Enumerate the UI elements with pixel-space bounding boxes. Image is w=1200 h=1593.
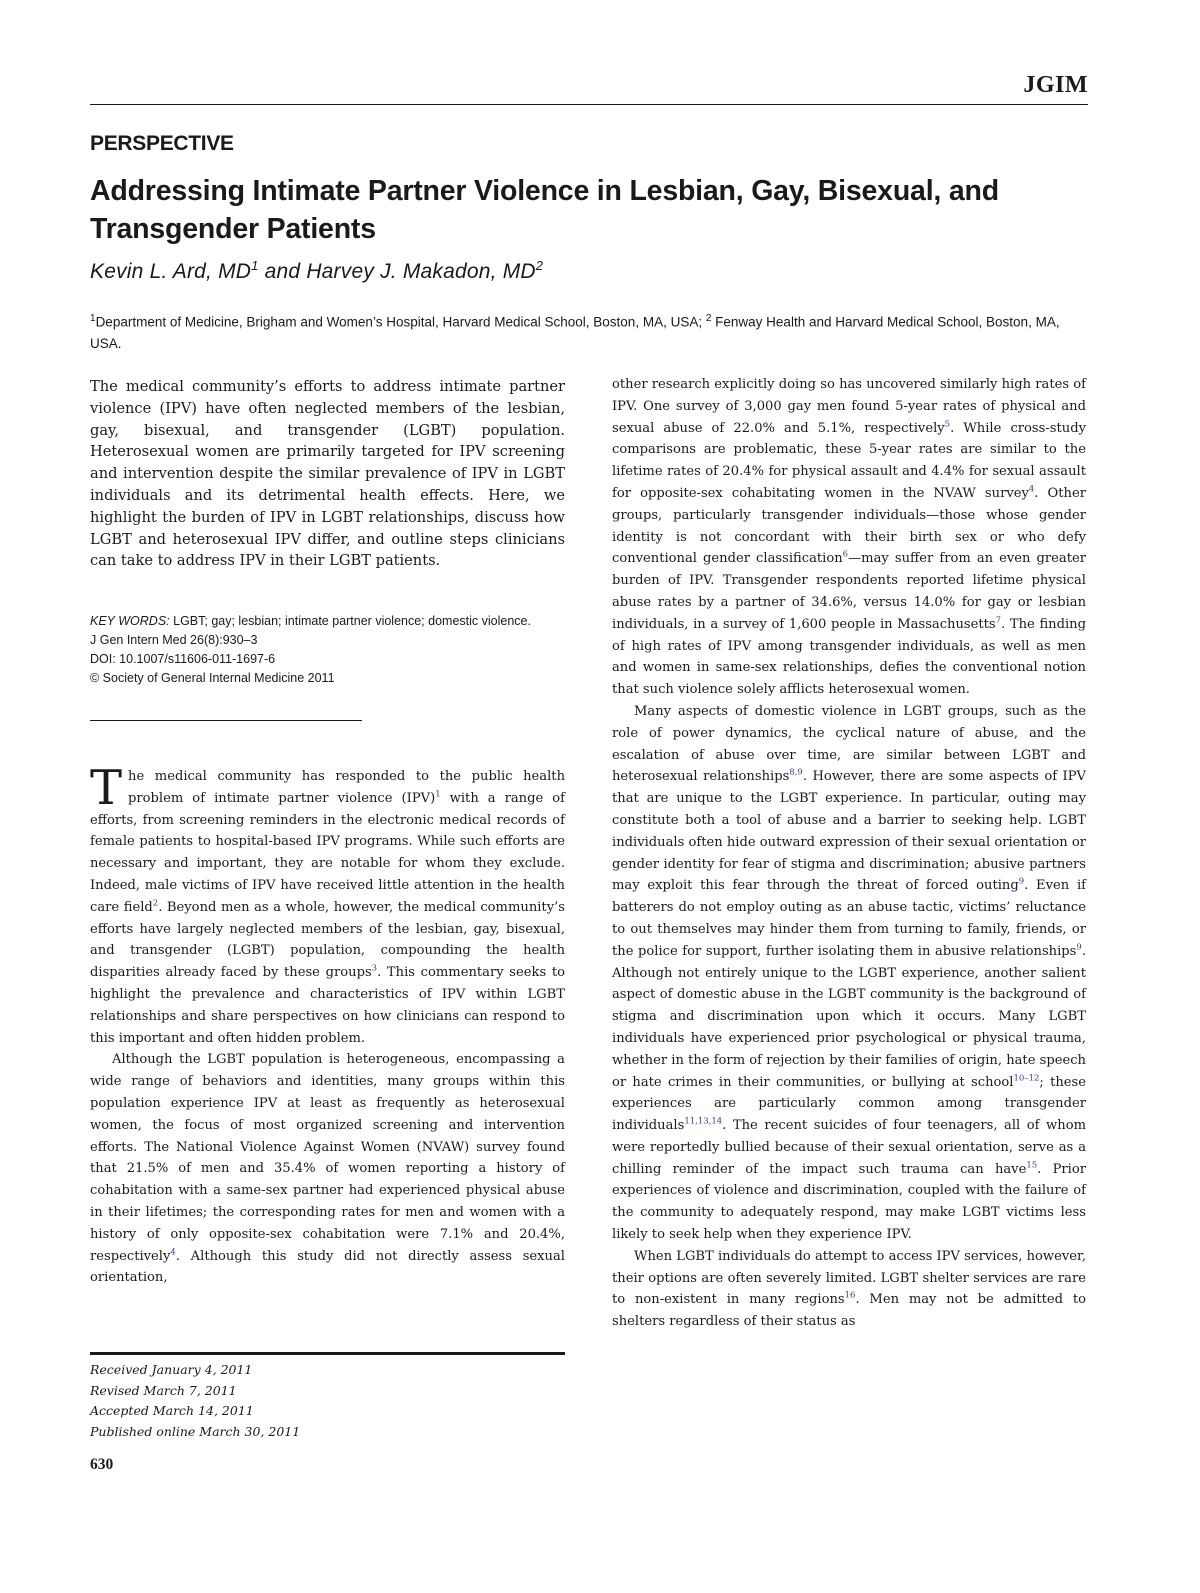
text-run: he medical community has responded to the public health problem of intimate partner violence (IPV) [128,769,565,806]
right-column-body [612,374,1086,1333]
reference-marker: 6 [842,550,849,561]
author-2-affil-ref: 2 [535,258,544,273]
text-run: . Even if batterers do not employ outing as an abuse tactic, victims’ reluctance to out themselves may hinder them from turning to family, friends, or the police for support, further isolating them in abusive relationships [612,878,1086,959]
text-run: . Although not entirely unique to the LGBT experience, another salient aspect of domestic abuse in the LGBT community is the background of stigma and discrimination upon which it occurs. Many LGBT individuals have experienced prior psychological or physical trauma, whether in the form of rejection by their families of origin, hate speech or hate crimes in their communities, or bullying at school [612,943,1086,1090]
paragraph [90,760,566,1049]
text-run: . Other groups, particularly transgender individuals—those whose gender identity is not concordant with their birth sex or who defy conventional gender classification [612,485,1086,567]
text-run: . The recent suicides of four teenagers, all of whom were reportedly bullied because of their sexual orientation, serve as a chilling reminder of the impact such trauma can have [612,1118,1086,1177]
text-run: . Men may not be admitted to shelters regardless of their status as [612,1292,1086,1330]
author-1-affil-ref: 1 [251,258,259,273]
reference-marker: 11,13,14 [684,1116,723,1127]
affiliations [90,308,1090,354]
article-meta [90,612,565,688]
text-run: —may suffer from an even greater burden of IPV. Transgender respondents reported lifetime physical abuse rates by a partner of 34.6%, versus 14.0% for gay or lesbian individuals, in a survey of 1,600 people in Massachusetts [612,551,1086,632]
reference-marker: 9 [1018,876,1025,887]
history-rule [90,1352,565,1355]
reference-marker: 1 [435,789,441,800]
reference-marker: 16 [844,1291,856,1302]
text-run: . Prior experiences of violence and discrimination, coupled with the failure of the community to adequately respond, may make LGBT victims less likely to seek help when they experience IPV. [612,1161,1087,1243]
accepted-date: Accepted March 14, 2011 [90,1403,254,1418]
left-column-body [90,760,566,1289]
text-run: ; these experiences are particularly common among transgender individuals [612,1074,1086,1134]
text-run: . However, there are some aspects of IPV that are unique to the LGBT experience. In particular, outing may constitute both a tool of abuse and a barrier to seeking help. LGBT individuals often hide outward expression of their sexual orientation or gender identity for fear of stigma and discrimination; abusive partners may exploit this fear through the threat of forced outing [612,769,1086,894]
reference-marker: 15 [1026,1160,1038,1171]
reference-marker: 4 [1028,484,1035,495]
text-run: with a range of efforts, from screening reminders in the electronic medical records of female patients to hospital-based IPV programs. While such efforts are necessary and important, they are notable for whom they exclude. Indeed, male victims of IPV have received little attention in the health care field [90,790,566,915]
text-run: . This commentary seeks to highlight the prevalence and characteristics of IPV within LGBT relationships and share perspectives on how clinicians can respond to this important and often hidden problem. [90,965,565,1046]
author-1: Kevin L. Ard, MD [90,260,252,283]
text-run: . While cross-study comparisons are problematic, these 5-year rates are similar to the lifetime rates of 20.4% for physical assault and 4.4% for sexual assault for opposite-sex cohabitating women in the NVAW survey [612,420,1086,501]
reference-marker: 7 [995,615,1002,626]
reference-marker: 8,9 [789,767,803,778]
reference-marker: 3 [371,963,378,974]
keywords [90,612,565,631]
paragraph [612,701,1086,1246]
page-number: 630 [90,1456,114,1473]
text-run: When LGBT individuals do attempt to access IPV services, however, their options are often severely limited. LGBT shelter services are rare to non-existent in many regions [612,1248,1086,1308]
reference-marker: 4 [170,1247,176,1258]
author-2: Harvey J. Makadon, MD [306,260,536,283]
citation: J Gen Intern Med 26(8):930–3 [90,633,258,647]
received-date: Received January 4, 2011 [90,1362,253,1377]
author-conjunction: and [258,260,307,283]
affil-1-marker: 1 [90,313,96,324]
reference-marker: 2 [152,898,159,909]
published-date: Published online March 30, 2011 [90,1423,301,1439]
affil-1: Department of Medicine, Brigham and Women’s Hospital, Harvard Medical School, Boston, MA, USA; [95,314,706,330]
text-run: . The finding of high rates of IPV among transgender individuals, as well as men and women in same-sex relationships, defies the conventional notion that such violence solely afflicts heterosexual women. [612,616,1087,698]
reference-marker: 5 [944,419,951,430]
revised-date: Revised March 7, 2011 [90,1382,237,1398]
text-run: other research explicitly doing so has uncovered similarly high rates of IPV. One survey of 3,000 gay men found 5-year rates of physical and sexual abuse of 22.0% and 5.1%, respectively [612,377,1086,436]
paragraph [612,1246,1086,1333]
journal-name: JGIM [1023,72,1088,98]
text-run: Many aspects of domestic violence in LGBT groups, such as the role of power dynamics, the cyclical nature of abuse, and the escalation of abuse over time, are similar between LGBT and heterosexual relationships [612,703,1086,785]
doi: DOI: 10.1007/s11606-011-1697-6 [90,652,276,666]
article-title: Addressing Intimate Partner Violence in Lesbian, Gay, Bisexual, and Transgender Patients [90,175,999,245]
drop-cap: T [90,760,123,816]
meta-divider [90,720,362,721]
section-label: PERSPECTIVE [90,132,234,155]
header-rule [90,104,1088,105]
copyright: © Society of General Internal Medicine 2011 [90,671,335,685]
affil-2: Fenway Health and Harvard Medical School, Boston, MA, USA. [90,314,1060,351]
text-run: . Beyond men as a whole, however, the medical community’s efforts have largely neglected members of the lesbian, gay, bisexual, and transgender (LGBT) population, compounding the health disparities already faced by these groups [90,899,565,981]
author-line [90,258,543,284]
text-run: Although the LGBT population is heterogeneous, encompassing a wide range of behaviors and identities, many groups within this population experience IPV at least as frequently as heterosexual women, the focus of most organized screening and intervention efforts. The National Violence Against Women (NVAW) survey found that 21.5% of men and 35.4% of women reporting a history of cohabitation with a same-sex partner had experienced physical abuse in their lifetimes; the corresponding rates for men and women with a history of only opposite-sex cohabitation were 7.1% and 20.4%, respectively [90,1052,565,1264]
paragraph [90,1049,565,1289]
reference-marker: 10–12 [1013,1073,1040,1084]
reference-marker: 9 [1076,942,1082,953]
keywords-label: KEY WORDS: [90,614,170,628]
article-history [90,1360,565,1442]
text-run: . Although this study did not directly assess sexual orientation, [90,1248,565,1286]
affil-2-marker: 2 [705,313,712,324]
keywords-text: LGBT; gay; lesbian; intimate partner violence; domestic violence. [169,614,531,628]
abstract: The medical community’s efforts to address intimate partner violence (IPV) have often neglected members of the lesbian, gay, bisexual, and transgender (LGBT) population. Heterosexual women are primarily targeted for IPV screening and intervention despite the similar prevalence of IPV in LGBT individuals and its detrimental health effects. Here, we highlight the burden of IPV in LGBT relationships, discuss how LGBT and heterosexual IPV differ, and outline steps clinicians can take to address IPV in their LGBT patients. [90,378,565,570]
paragraph [612,374,1086,701]
